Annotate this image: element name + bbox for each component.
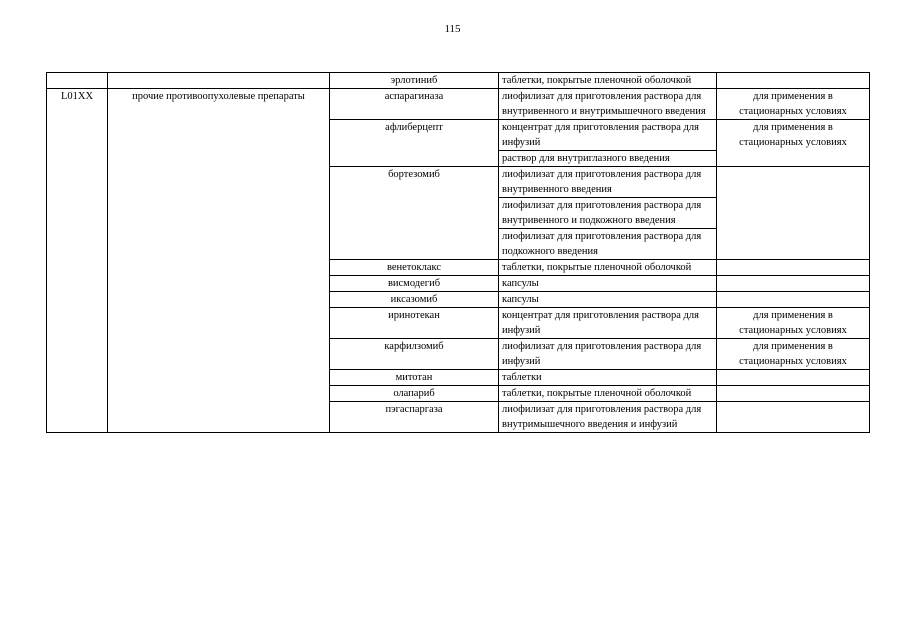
table-row <box>47 73 870 89</box>
group-cell: прочие противоопухолевые препараты <box>108 89 330 433</box>
note-cell <box>717 260 870 276</box>
drug-table <box>46 72 870 433</box>
note-cell <box>717 292 870 308</box>
note-cell <box>717 402 870 433</box>
dosage-form-cell: лиофилизат для приготовления раствора для внутривенного и внутримышечного введения <box>499 89 717 120</box>
inn-cell: пэгаспаргаза <box>330 402 499 433</box>
note-cell: для применения в стационарных условиях <box>717 120 870 167</box>
dosage-form-cell: таблетки <box>499 370 717 386</box>
dosage-form-cell: лиофилизат для приготовления раствора для внутривенного введения <box>499 167 717 198</box>
group-cell <box>108 73 330 89</box>
note-cell: для применения в стационарных условиях <box>717 308 870 339</box>
inn-cell: иринотекан <box>330 308 499 339</box>
note-cell: для применения в стационарных условиях <box>717 339 870 370</box>
dosage-form-cell: таблетки, покрытые пленочной оболочкой <box>499 73 717 89</box>
note-cell <box>717 73 870 89</box>
dosage-form-cell: лиофилизат для приготовления раствора для внутривенного и подкожного введения <box>499 198 717 229</box>
inn-cell: эрлотиниб <box>330 73 499 89</box>
note-cell <box>717 276 870 292</box>
inn-cell: иксазомиб <box>330 292 499 308</box>
dosage-form-cell: концентрат для приготовления раствора для инфузий <box>499 120 717 151</box>
inn-cell: афлиберцепт <box>330 120 499 167</box>
note-cell <box>717 167 870 260</box>
dosage-form-cell: капсулы <box>499 292 717 308</box>
dosage-form-cell: лиофилизат для приготовления раствора для внутримышечного введения и инфузий <box>499 402 717 433</box>
atc-code-cell <box>47 73 108 89</box>
dosage-form-cell: лиофилизат для приготовления раствора для подкожного введения <box>499 229 717 260</box>
inn-cell: олапариб <box>330 386 499 402</box>
dosage-form-cell: капсулы <box>499 276 717 292</box>
table-row <box>47 89 870 120</box>
dosage-form-cell: концентрат для приготовления раствора для инфузий <box>499 308 717 339</box>
note-cell: для применения в стационарных условиях <box>717 89 870 120</box>
inn-cell: венетоклакс <box>330 260 499 276</box>
dosage-form-cell: лиофилизат для приготовления раствора для инфузий <box>499 339 717 370</box>
inn-cell: карфилзомиб <box>330 339 499 370</box>
dosage-form-cell: таблетки, покрытые пленочной оболочкой <box>499 260 717 276</box>
dosage-form-cell: раствор для внутриглазного введения <box>499 151 717 167</box>
note-cell <box>717 370 870 386</box>
atc-code-cell: L01XX <box>47 89 108 433</box>
inn-cell: митотан <box>330 370 499 386</box>
note-cell <box>717 386 870 402</box>
inn-cell: аспарагиназа <box>330 89 499 120</box>
inn-cell: бортезомиб <box>330 167 499 260</box>
inn-cell: висмодегиб <box>330 276 499 292</box>
dosage-form-cell: таблетки, покрытые пленочной оболочкой <box>499 386 717 402</box>
page-number: 115 <box>444 23 461 35</box>
